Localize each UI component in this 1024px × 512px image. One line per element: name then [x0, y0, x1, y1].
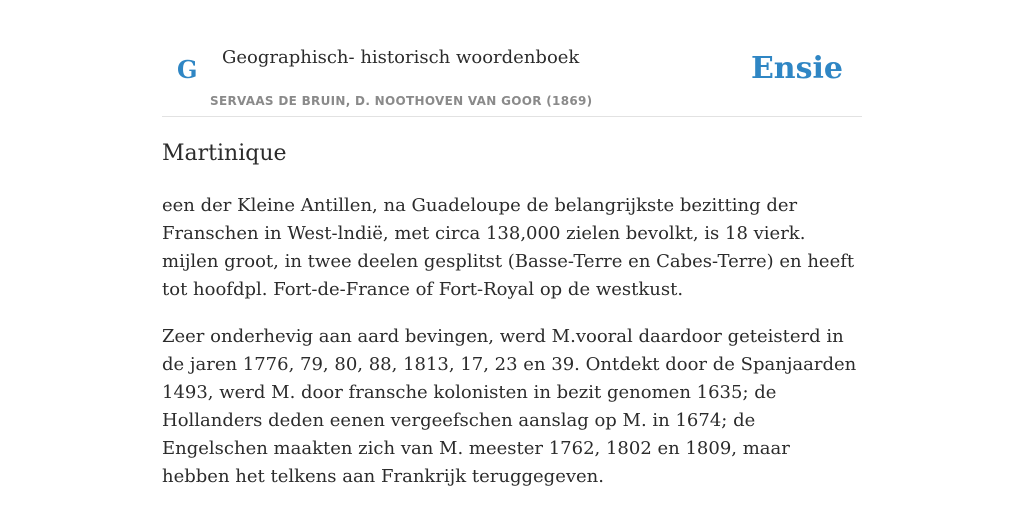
- book-header: [162, 40, 862, 117]
- entry-paragraph: Zeer onderhevig aan aard bevingen, werd M.vooral daardoor geteisterd in de jaren 1776, 79, 80, 88, 1813, 17, 23 en 39. Ontdekt door de Spanjaarden 1493, werd M. door fransche kolonisten in bezit genomen 1635; de Hollanders deden eenen vergeefschen aanslag op M. in 1674; de Engelschen maakten zich van M. meester 1762, 1802 en 1809, maar hebben het telkens aan Frankrijk teruggegeven.: [162, 326, 857, 487]
- book-title-link[interactable]: Geographisch- historisch woordenboek: [222, 47, 580, 68]
- entry-title: Martinique: [162, 141, 287, 166]
- entry-paragraph: een der Kleine Antillen, na Guadeloupe de belangrijkste bezitting der Franschen in West-lndië, met circa 138,000 zielen bevolkt, is 18 vierk. mijlen groot, in twee deelen gesplitst (Basse-Terre en Cabes-Terre) en heeft tot hoofdpl. Fort-de-France of Fort-Royal op de westkust.: [162, 195, 855, 300]
- ensie-logo[interactable]: Ensie: [750, 51, 843, 86]
- entry-body: [162, 192, 862, 510]
- book-authors: SERVAAS DE BRUIN, D. NOOTHOVEN VAN GOOR (1869): [210, 94, 593, 108]
- book-letter-icon[interactable]: G: [177, 55, 198, 84]
